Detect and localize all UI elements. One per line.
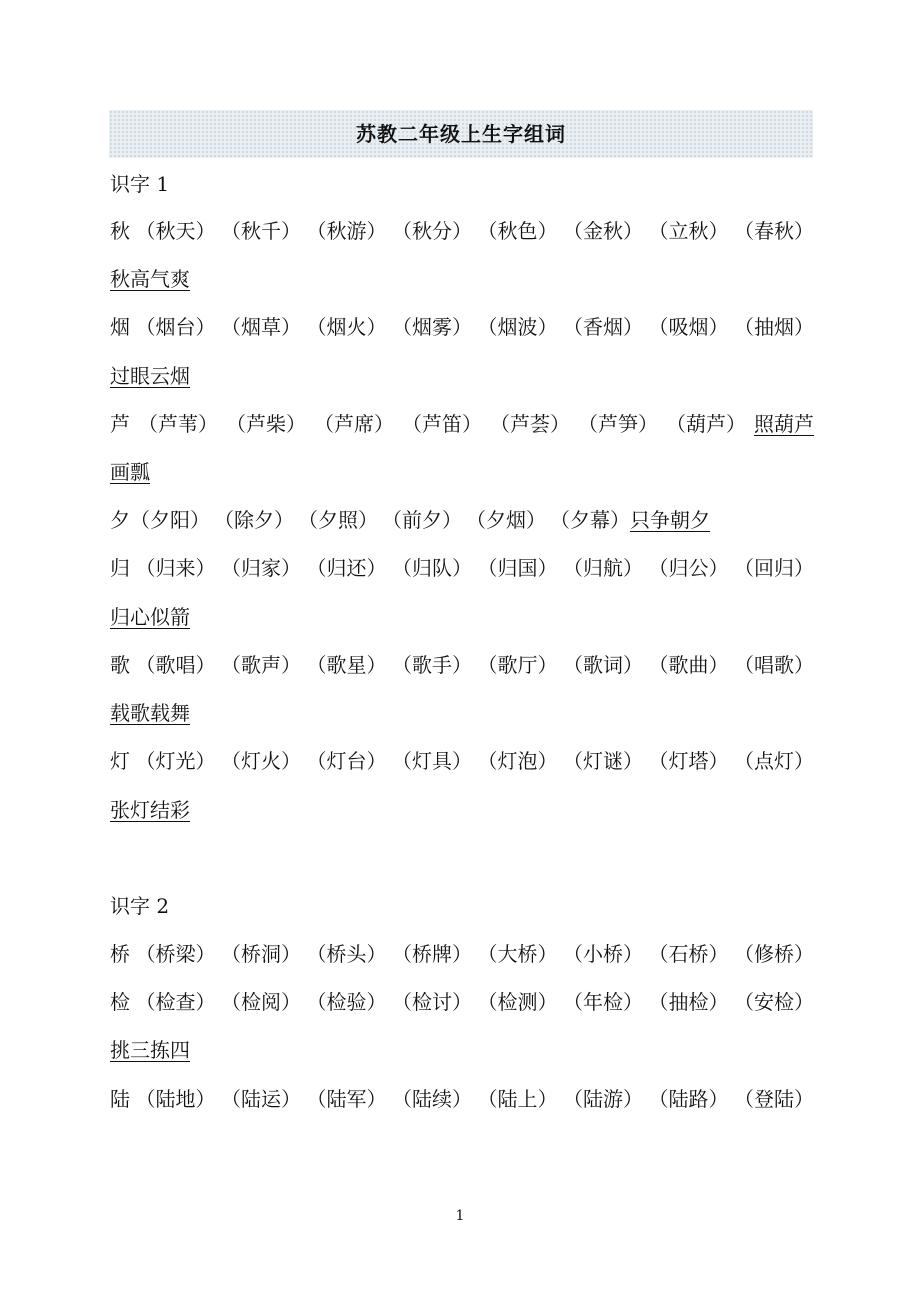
entry-row: 歌 （歌唱） （歌声） （歌星） （歌手） （歌厅） （歌词） （歌曲） （唱歌） [110, 653, 814, 677]
word: 小桥 [583, 942, 623, 966]
word: 芦荟 [510, 412, 550, 436]
idiom-part: 画瓢 [110, 460, 150, 484]
word: 陆续 [412, 1087, 452, 1111]
entry-row: 检 （检查） （检阅） （检验） （检讨） （检测） （年检） （抽检） （安检） [110, 990, 814, 1014]
entry-row: 芦 （芦苇） （芦柴） （芦席） （芦笛） （芦荟） （芦笋） （葫芦） 照葫芦 [110, 412, 814, 436]
section-heading: 识字 2 [110, 894, 170, 918]
word: 陆地 [155, 1087, 196, 1111]
word: 香烟 [583, 315, 623, 339]
entry-row: 陆 （陆地） （陆运） （陆军） （陆续） （陆上） （陆游） （陆路） （登陆） [110, 1087, 814, 1111]
word: 石桥 [668, 942, 709, 966]
entry-char: 烟 [110, 315, 130, 339]
idiom: 秋高气爽 [110, 267, 190, 291]
word: 桥牌 [412, 942, 452, 966]
word: 归队 [412, 556, 452, 580]
idiom-part: 照葫芦 [754, 412, 814, 436]
word: 灯光 [155, 749, 196, 773]
word: 金秋 [583, 219, 623, 243]
word: 歌曲 [668, 653, 709, 677]
entry-char: 桥 [110, 942, 130, 966]
word: 秋天 [155, 219, 196, 243]
word: 歌星 [326, 653, 367, 677]
entry-char: 灯 [110, 749, 130, 773]
word: 夕烟 [486, 508, 526, 532]
word: 灯塔 [668, 749, 709, 773]
word: 归家 [241, 556, 281, 580]
word: 歌唱 [155, 653, 196, 677]
section-heading: 识字 1 [110, 172, 170, 196]
word: 安检 [754, 990, 794, 1014]
entry-char: 陆 [110, 1087, 130, 1111]
word: 芦笋 [598, 412, 638, 436]
word: 年检 [583, 990, 623, 1014]
word: 前夕 [402, 508, 442, 532]
word: 抽检 [668, 990, 709, 1014]
word: 歌词 [583, 653, 623, 677]
word: 秋分 [412, 219, 452, 243]
entry-char: 歌 [110, 653, 130, 677]
word: 修桥 [754, 942, 794, 966]
idiom: 归心似箭 [110, 605, 190, 629]
word: 抽烟 [754, 315, 794, 339]
entry-row: 桥 （桥梁） （桥洞） （桥头） （桥牌） （大桥） （小桥） （石桥） （修桥） [110, 942, 814, 966]
idiom: 张灯结彩 [110, 798, 190, 822]
page-title: 苏教二年级上生字组词 [356, 122, 566, 146]
word: 检测 [497, 990, 538, 1014]
word: 检查 [155, 990, 196, 1014]
word: 归公 [668, 556, 709, 580]
word: 桥洞 [241, 942, 281, 966]
word: 秋游 [326, 219, 367, 243]
word: 灯火 [241, 749, 281, 773]
word: 陆运 [241, 1087, 281, 1111]
word: 烟火 [326, 315, 367, 339]
word: 归国 [497, 556, 538, 580]
entry-row: 灯 （灯光） （灯火） （灯台） （灯具） （灯泡） （灯谜） （灯塔） （点灯） [110, 749, 814, 773]
word: 烟草 [241, 315, 281, 339]
word: 芦笛 [422, 412, 462, 436]
word: 烟波 [497, 315, 538, 339]
word: 唱歌 [754, 653, 794, 677]
entry-char: 检 [110, 990, 130, 1014]
word: 检讨 [412, 990, 452, 1014]
word: 除夕 [234, 508, 274, 532]
entry-row: 秋 （秋天） （秋千） （秋游） （秋分） （秋色） （金秋） （立秋） （春秋） [110, 219, 814, 243]
idiom: 载歌载舞 [110, 701, 190, 725]
word: 陆上 [497, 1087, 538, 1111]
idiom: 挑三拣四 [110, 1038, 190, 1062]
word: 芦柴 [246, 412, 286, 436]
word: 陆游 [583, 1087, 623, 1111]
word: 吸烟 [668, 315, 709, 339]
word: 立秋 [668, 219, 709, 243]
word: 歌厅 [497, 653, 538, 677]
word: 大桥 [497, 942, 538, 966]
word: 芦席 [334, 412, 374, 436]
word: 灯谜 [583, 749, 623, 773]
word: 秋千 [241, 219, 281, 243]
word: 芦苇 [158, 412, 198, 436]
word: 秋色 [497, 219, 538, 243]
word: 归来 [155, 556, 196, 580]
word: 歌声 [241, 653, 281, 677]
word: 回归 [754, 556, 794, 580]
entry-char: 夕 [110, 508, 130, 532]
word: 夕阳 [150, 508, 190, 532]
word: 烟雾 [412, 315, 452, 339]
word: 归航 [583, 556, 623, 580]
word: 归还 [326, 556, 367, 580]
entry-row: 烟 （烟台） （烟草） （烟火） （烟雾） （烟波） （香烟） （吸烟） （抽烟） [110, 315, 814, 339]
word: 歌手 [412, 653, 452, 677]
word: 灯台 [326, 749, 367, 773]
word: 点灯 [754, 749, 794, 773]
word: 陆路 [668, 1087, 709, 1111]
word: 葫芦 [686, 412, 726, 436]
word: 春秋 [754, 219, 794, 243]
entry-row: 夕（夕阳） （除夕） （夕照） （前夕） （夕烟） （夕幕）只争朝夕 [110, 508, 710, 532]
word: 夕幕 [570, 508, 610, 532]
word: 桥梁 [155, 942, 196, 966]
entry-char: 归 [110, 556, 130, 580]
idiom: 过眼云烟 [110, 364, 190, 388]
word: 烟台 [155, 315, 196, 339]
page-number: 1 [455, 1208, 465, 1224]
idiom: 只争朝夕 [630, 508, 710, 532]
word: 夕照 [318, 508, 358, 532]
word: 检验 [326, 990, 367, 1014]
word: 检阅 [241, 990, 281, 1014]
word: 灯具 [412, 749, 452, 773]
entry-char: 芦 [110, 412, 130, 436]
word: 桥头 [326, 942, 367, 966]
entry-row: 归 （归来） （归家） （归还） （归队） （归国） （归航） （归公） （回归） [110, 556, 814, 580]
word: 登陆 [754, 1087, 794, 1111]
word: 陆军 [326, 1087, 367, 1111]
entry-char: 秋 [110, 219, 130, 243]
word: 灯泡 [497, 749, 538, 773]
